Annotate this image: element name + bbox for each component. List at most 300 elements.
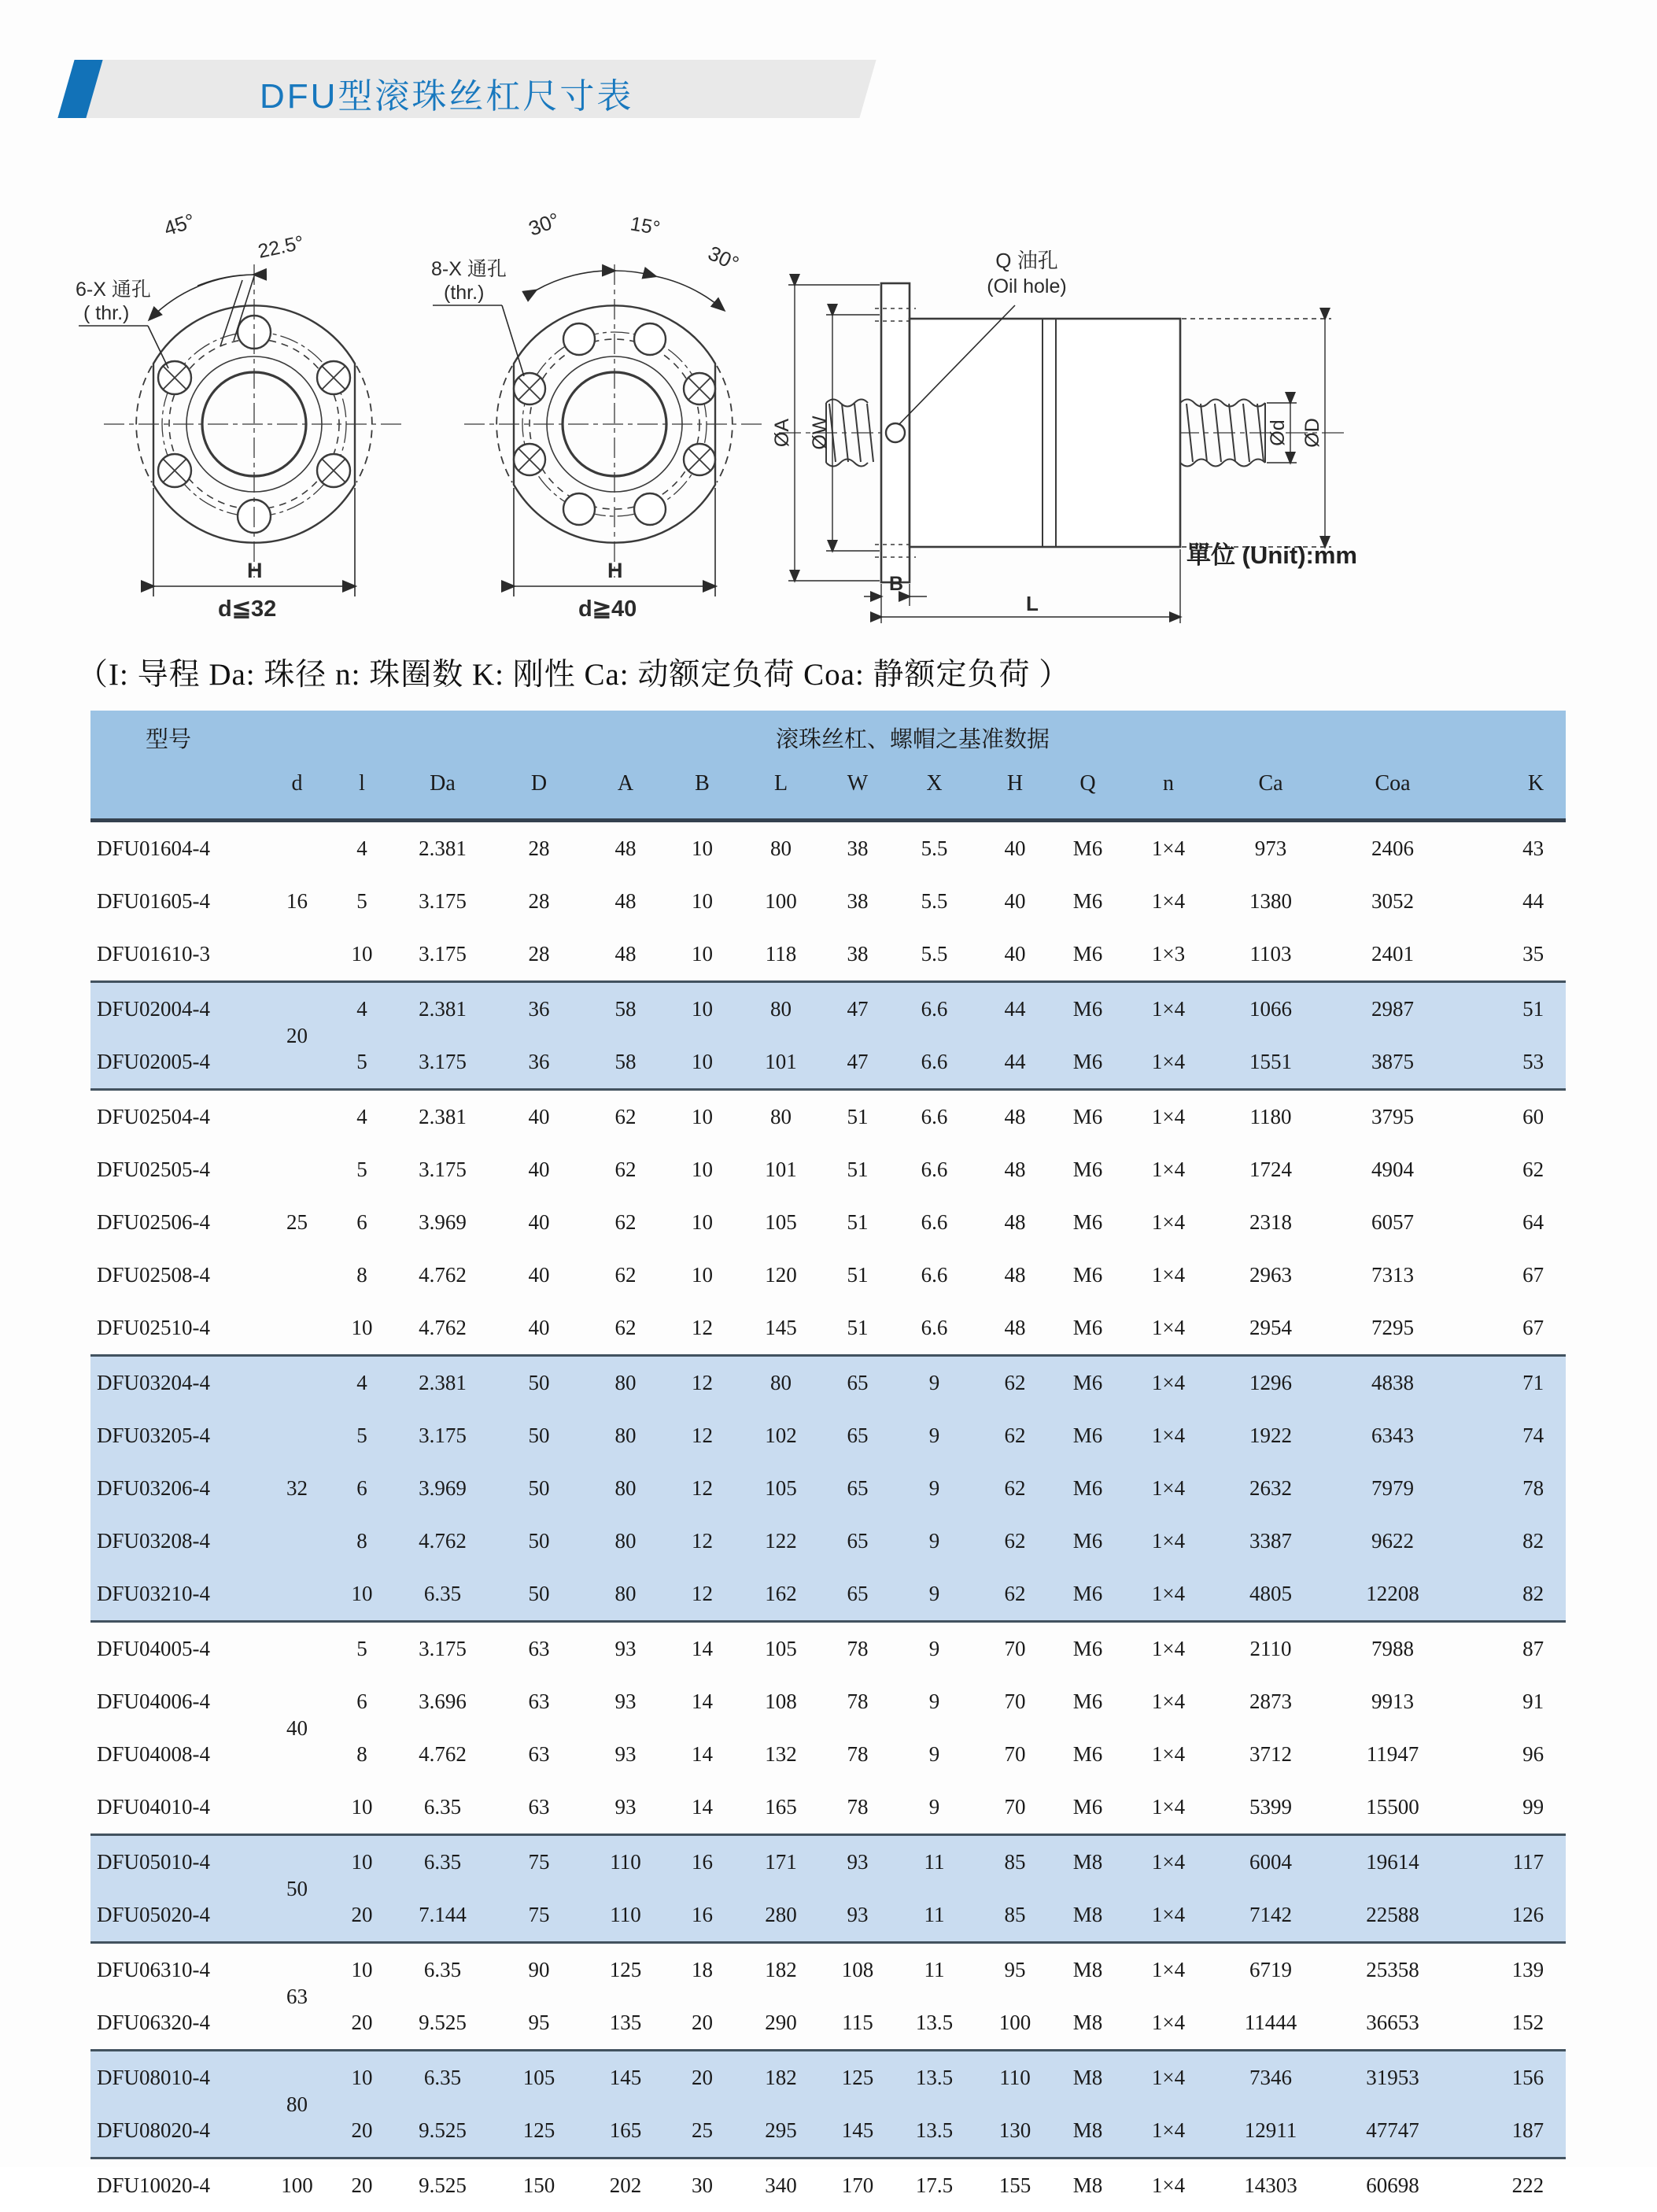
- cell-n: 1×4: [1125, 1302, 1212, 1356]
- cell-X: 11: [889, 1943, 980, 1997]
- column-header-Ca: Ca: [1212, 766, 1330, 821]
- cell-n: 1×4: [1125, 1622, 1212, 1676]
- cell-W: 51: [826, 1090, 889, 1144]
- eight-hole-thr-label: (thr.): [444, 282, 484, 304]
- cell-K: 126: [1456, 1889, 1566, 1943]
- cell-W: 47: [826, 982, 889, 1036]
- cell-l: 6: [334, 1675, 389, 1728]
- cell-Q: M6: [1050, 1568, 1125, 1622]
- cell-H: 70: [980, 1622, 1050, 1676]
- cell-D: 50: [496, 1409, 582, 1462]
- cell-W: 108: [826, 1943, 889, 1997]
- cell-H: 110: [980, 2051, 1050, 2105]
- cell-n: 1×4: [1125, 1090, 1212, 1144]
- unit-note: 單位 (Unit):mm: [1186, 535, 1357, 571]
- table-row: [90, 1835, 1566, 1889]
- cell-D: 50: [496, 1568, 582, 1622]
- cell-A: 135: [582, 1996, 669, 2051]
- cell-Q: M6: [1050, 1090, 1125, 1144]
- cell-Da: 9.525: [389, 2158, 496, 2212]
- cell-D: 90: [496, 1943, 582, 1997]
- cell-A: 93: [582, 1781, 669, 1835]
- cell-L: 80: [736, 982, 826, 1036]
- oil-hole-label-cn: Q 油孔: [995, 249, 1057, 272]
- cell-X: 11: [889, 1835, 980, 1889]
- cell-D: 28: [496, 821, 582, 876]
- column-header-n: n: [1125, 766, 1212, 821]
- cell-L: 105: [736, 1622, 826, 1676]
- cell-D: 50: [496, 1356, 582, 1410]
- cell-X: 9: [889, 1622, 980, 1676]
- cell-n: 1×4: [1125, 1728, 1212, 1781]
- model-cell: DFU03206-4: [90, 1462, 260, 1515]
- cell-D: 28: [496, 928, 582, 982]
- cell-H: 62: [980, 1462, 1050, 1515]
- cell-X: 6.6: [889, 1143, 980, 1196]
- cell-L: 162: [736, 1568, 826, 1622]
- cell-Q: M6: [1050, 1515, 1125, 1568]
- group-d32: [90, 1356, 1566, 1622]
- cell-A: 80: [582, 1515, 669, 1568]
- cell-A: 48: [582, 928, 669, 982]
- d-cell: 16: [260, 821, 334, 982]
- cell-A: 80: [582, 1356, 669, 1410]
- cell-Coa: 47747: [1330, 2104, 1456, 2158]
- model-cell: DFU03205-4: [90, 1409, 260, 1462]
- cell-n: 1×4: [1125, 1356, 1212, 1410]
- cell-H: 155: [980, 2158, 1050, 2212]
- cell-Ca: 12911: [1212, 2104, 1330, 2158]
- cell-W: 65: [826, 1356, 889, 1410]
- cell-K: 139: [1456, 1943, 1566, 1997]
- column-header-Q: Q: [1050, 766, 1125, 821]
- cell-W: 65: [826, 1515, 889, 1568]
- dim-w-label: ØW: [809, 415, 831, 449]
- cell-Q: M6: [1050, 1728, 1125, 1781]
- cell-Q: M6: [1050, 1143, 1125, 1196]
- cell-Ca: 2318: [1212, 1196, 1330, 1249]
- cell-n: 1×4: [1125, 1835, 1212, 1889]
- cell-H: 48: [980, 1302, 1050, 1356]
- cell-l: 20: [334, 1996, 389, 2051]
- cell-Ca: 1066: [1212, 982, 1330, 1036]
- cell-Q: M8: [1050, 2158, 1125, 2212]
- cell-A: 110: [582, 1889, 669, 1943]
- cell-H: 70: [980, 1781, 1050, 1835]
- d-cell: 25: [260, 1090, 334, 1356]
- cell-Q: M6: [1050, 1356, 1125, 1410]
- model-cell: DFU08020-4: [90, 2104, 260, 2158]
- cell-B: 10: [669, 1143, 736, 1196]
- cell-Coa: 25358: [1330, 1943, 1456, 1997]
- cell-H: 70: [980, 1728, 1050, 1781]
- model-column-header: 型号: [90, 711, 260, 821]
- cell-X: 5.5: [889, 928, 980, 982]
- cell-A: 62: [582, 1196, 669, 1249]
- table-row: [90, 982, 1566, 1036]
- cell-H: 85: [980, 1889, 1050, 1943]
- cell-B: 10: [669, 875, 736, 928]
- cell-D: 28: [496, 875, 582, 928]
- six-hole-flange-diagram: [72, 195, 428, 620]
- cell-l: 20: [334, 2158, 389, 2212]
- cell-Ca: 3712: [1212, 1728, 1330, 1781]
- cell-Coa: 2406: [1330, 821, 1456, 876]
- cell-l: 8: [334, 1249, 389, 1302]
- cell-Da: 3.969: [389, 1196, 496, 1249]
- cell-D: 125: [496, 2104, 582, 2158]
- column-header-d: d: [260, 766, 334, 821]
- cell-Ca: 11444: [1212, 1996, 1330, 2051]
- cell-W: 51: [826, 1249, 889, 1302]
- cell-L: 101: [736, 1143, 826, 1196]
- model-cell: DFU10020-4: [90, 2158, 260, 2212]
- cell-W: 51: [826, 1196, 889, 1249]
- cell-Q: M6: [1050, 1462, 1125, 1515]
- cell-Coa: 11947: [1330, 1728, 1456, 1781]
- cell-D: 50: [496, 1462, 582, 1515]
- cell-Da: 6.35: [389, 2051, 496, 2105]
- model-cell: DFU02505-4: [90, 1143, 260, 1196]
- cell-Q: M8: [1050, 2051, 1125, 2105]
- cell-l: 5: [334, 875, 389, 928]
- cell-Ca: 1724: [1212, 1143, 1330, 1196]
- cell-B: 10: [669, 1249, 736, 1302]
- cell-B: 30: [669, 2158, 736, 2212]
- cell-H: 62: [980, 1515, 1050, 1568]
- cell-n: 1×4: [1125, 1943, 1212, 1997]
- cell-Ca: 6004: [1212, 1835, 1330, 1889]
- d-cell: 50: [260, 1835, 334, 1943]
- dim-h-label-2: H: [607, 559, 623, 582]
- cell-Da: 3.175: [389, 875, 496, 928]
- cell-Da: 4.762: [389, 1728, 496, 1781]
- six-hole-label: 6-X 通孔: [76, 279, 151, 301]
- cell-l: 20: [334, 2104, 389, 2158]
- cell-W: 78: [826, 1675, 889, 1728]
- column-header-H: H: [980, 766, 1050, 821]
- cell-l: 8: [334, 1728, 389, 1781]
- cell-Da: 3.175: [389, 1036, 496, 1090]
- cell-K: 117: [1456, 1835, 1566, 1889]
- cell-L: 105: [736, 1196, 826, 1249]
- cell-X: 9: [889, 1728, 980, 1781]
- cell-K: 44: [1456, 875, 1566, 928]
- cell-B: 20: [669, 1996, 736, 2051]
- cell-l: 6: [334, 1462, 389, 1515]
- cell-Q: M6: [1050, 1781, 1125, 1835]
- cell-D: 63: [496, 1622, 582, 1676]
- group-d80: [90, 2051, 1566, 2158]
- cell-Ca: 6719: [1212, 1943, 1330, 1997]
- cell-l: 5: [334, 1622, 389, 1676]
- cell-A: 202: [582, 2158, 669, 2212]
- cell-X: 6.6: [889, 982, 980, 1036]
- cell-W: 38: [826, 875, 889, 928]
- d-cell: 100: [260, 2158, 334, 2212]
- table-row: [90, 1943, 1566, 1997]
- model-cell: DFU04005-4: [90, 1622, 260, 1676]
- cell-D: 63: [496, 1675, 582, 1728]
- cell-Q: M6: [1050, 821, 1125, 876]
- model-cell: DFU01604-4: [90, 821, 260, 876]
- cell-Da: 4.762: [389, 1249, 496, 1302]
- cell-B: 10: [669, 1196, 736, 1249]
- cell-K: 82: [1456, 1515, 1566, 1568]
- cell-W: 38: [826, 821, 889, 876]
- cell-B: 12: [669, 1462, 736, 1515]
- group-d20: [90, 982, 1566, 1090]
- cell-L: 80: [736, 1356, 826, 1410]
- cell-K: 187: [1456, 2104, 1566, 2158]
- cell-B: 10: [669, 821, 736, 876]
- cell-Ca: 14303: [1212, 2158, 1330, 2212]
- model-cell: DFU04008-4: [90, 1728, 260, 1781]
- cell-l: 10: [334, 1568, 389, 1622]
- cell-Da: 2.381: [389, 1356, 496, 1410]
- cell-H: 62: [980, 1356, 1050, 1410]
- model-cell: DFU01605-4: [90, 875, 260, 928]
- cell-X: 6.6: [889, 1249, 980, 1302]
- cell-A: 62: [582, 1249, 669, 1302]
- cell-W: 65: [826, 1409, 889, 1462]
- cell-A: 48: [582, 875, 669, 928]
- cell-Q: M8: [1050, 1943, 1125, 1997]
- cell-Ca: 1296: [1212, 1356, 1330, 1410]
- cell-B: 10: [669, 1090, 736, 1144]
- cell-Coa: 12208: [1330, 1568, 1456, 1622]
- model-cell: DFU02004-4: [90, 982, 260, 1036]
- model-cell: DFU02506-4: [90, 1196, 260, 1249]
- cell-K: 53: [1456, 1036, 1566, 1090]
- cell-Ca: 973: [1212, 821, 1330, 876]
- cell-K: 87: [1456, 1622, 1566, 1676]
- model-cell: DFU05010-4: [90, 1835, 260, 1889]
- cell-B: 16: [669, 1835, 736, 1889]
- cell-D: 75: [496, 1835, 582, 1889]
- cell-W: 38: [826, 928, 889, 982]
- model-cell: DFU03204-4: [90, 1356, 260, 1410]
- cell-K: 82: [1456, 1568, 1566, 1622]
- cell-l: 10: [334, 928, 389, 982]
- cell-Q: M8: [1050, 2104, 1125, 2158]
- cell-H: 48: [980, 1196, 1050, 1249]
- cell-D: 105: [496, 2051, 582, 2105]
- cell-K: 96: [1456, 1728, 1566, 1781]
- group-d25: [90, 1090, 1566, 1356]
- cell-K: 91: [1456, 1675, 1566, 1728]
- group-d50: [90, 1835, 1566, 1943]
- cell-A: 48: [582, 821, 669, 876]
- cell-Ca: 1380: [1212, 875, 1330, 928]
- cell-B: 25: [669, 2104, 736, 2158]
- cell-K: 62: [1456, 1143, 1566, 1196]
- cell-L: 105: [736, 1462, 826, 1515]
- cell-A: 62: [582, 1090, 669, 1144]
- cell-L: 80: [736, 1090, 826, 1144]
- caption-d40: d≧40: [578, 596, 637, 622]
- cell-X: 5.5: [889, 821, 980, 876]
- cell-L: 182: [736, 1943, 826, 1997]
- cell-Q: M6: [1050, 1675, 1125, 1728]
- cell-Coa: 7313: [1330, 1249, 1456, 1302]
- cell-B: 10: [669, 1036, 736, 1090]
- cell-A: 80: [582, 1568, 669, 1622]
- d-cell: 32: [260, 1356, 334, 1622]
- cell-B: 20: [669, 2051, 736, 2105]
- cell-A: 62: [582, 1302, 669, 1356]
- group-d16: [90, 821, 1566, 982]
- cell-n: 1×4: [1125, 821, 1212, 876]
- cell-B: 10: [669, 982, 736, 1036]
- cell-n: 1×4: [1125, 1889, 1212, 1943]
- cell-Q: M6: [1050, 982, 1125, 1036]
- dimension-table: [90, 711, 1566, 2212]
- cell-Q: M6: [1050, 1249, 1125, 1302]
- cell-Coa: 2987: [1330, 982, 1456, 1036]
- cell-B: 12: [669, 1302, 736, 1356]
- model-cell: DFU02508-4: [90, 1249, 260, 1302]
- cell-l: 6: [334, 1196, 389, 1249]
- column-header-D: D: [496, 766, 582, 821]
- columns-row: [90, 766, 1566, 821]
- cell-n: 1×4: [1125, 2051, 1212, 2105]
- cell-l: 5: [334, 1036, 389, 1090]
- cell-Coa: 3875: [1330, 1036, 1456, 1090]
- six-hole-thr-label: ( thr.): [83, 302, 129, 324]
- cell-D: 50: [496, 1515, 582, 1568]
- cell-Coa: 4838: [1330, 1356, 1456, 1410]
- cell-L: 165: [736, 1781, 826, 1835]
- cell-X: 9: [889, 1356, 980, 1410]
- cell-H: 85: [980, 1835, 1050, 1889]
- cell-L: 145: [736, 1302, 826, 1356]
- cell-W: 125: [826, 2051, 889, 2105]
- cell-Coa: 9622: [1330, 1515, 1456, 1568]
- cell-K: 35: [1456, 928, 1566, 982]
- cell-W: 78: [826, 1781, 889, 1835]
- cell-L: 120: [736, 1249, 826, 1302]
- cell-A: 93: [582, 1728, 669, 1781]
- cell-L: 295: [736, 2104, 826, 2158]
- cell-Da: 9.525: [389, 2104, 496, 2158]
- dim-b-label: B: [889, 573, 903, 595]
- angle-225-label: 22.5°: [256, 231, 305, 263]
- column-header-B: B: [669, 766, 736, 821]
- cell-W: 115: [826, 1996, 889, 2051]
- cell-Da: 4.762: [389, 1302, 496, 1356]
- model-cell: DFU02504-4: [90, 1090, 260, 1144]
- cell-Q: M6: [1050, 875, 1125, 928]
- cell-L: 182: [736, 2051, 826, 2105]
- cell-X: 13.5: [889, 2051, 980, 2105]
- cell-l: 4: [334, 1090, 389, 1144]
- model-cell: DFU03210-4: [90, 1568, 260, 1622]
- cell-W: 78: [826, 1622, 889, 1676]
- cell-D: 150: [496, 2158, 582, 2212]
- cell-D: 40: [496, 1196, 582, 1249]
- column-header-A: A: [582, 766, 669, 821]
- cell-l: 10: [334, 1781, 389, 1835]
- cell-Ca: 4805: [1212, 1568, 1330, 1622]
- cell-H: 62: [980, 1568, 1050, 1622]
- column-header-L: L: [736, 766, 826, 821]
- cell-B: 14: [669, 1728, 736, 1781]
- cell-Coa: 6343: [1330, 1409, 1456, 1462]
- cell-l: 5: [334, 1409, 389, 1462]
- cell-l: 4: [334, 821, 389, 876]
- model-cell: DFU05020-4: [90, 1889, 260, 1943]
- cell-K: 156: [1456, 2051, 1566, 2105]
- cell-A: 80: [582, 1462, 669, 1515]
- cell-H: 40: [980, 821, 1050, 876]
- cell-L: 102: [736, 1409, 826, 1462]
- model-cell: DFU08010-4: [90, 2051, 260, 2105]
- cell-A: 93: [582, 1622, 669, 1676]
- cell-K: 51: [1456, 982, 1566, 1036]
- cell-H: 48: [980, 1090, 1050, 1144]
- cell-Da: 2.381: [389, 821, 496, 876]
- column-header-Coa: Coa: [1330, 766, 1456, 821]
- cell-Da: 6.35: [389, 1781, 496, 1835]
- cell-X: 9: [889, 1515, 980, 1568]
- cell-A: 80: [582, 1409, 669, 1462]
- cell-H: 48: [980, 1143, 1050, 1196]
- cell-B: 12: [669, 1356, 736, 1410]
- cell-B: 14: [669, 1622, 736, 1676]
- cell-W: 78: [826, 1728, 889, 1781]
- cell-Coa: 2401: [1330, 928, 1456, 982]
- cell-l: 4: [334, 1356, 389, 1410]
- cell-W: 51: [826, 1143, 889, 1196]
- table-row: [90, 1090, 1566, 1144]
- cell-X: 6.6: [889, 1196, 980, 1249]
- cell-X: 9: [889, 1409, 980, 1462]
- column-header-l: l: [334, 766, 389, 821]
- cell-Da: 4.762: [389, 1515, 496, 1568]
- table-row: [90, 2051, 1566, 2105]
- angle-30b-label: 30°: [704, 241, 742, 275]
- cell-X: 13.5: [889, 2104, 980, 2158]
- dim-a-label: ØA: [771, 419, 793, 447]
- cell-D: 40: [496, 1302, 582, 1356]
- cell-n: 1×4: [1125, 1675, 1212, 1728]
- cell-H: 95: [980, 1943, 1050, 1997]
- cell-X: 5.5: [889, 875, 980, 928]
- cell-Ca: 2954: [1212, 1302, 1330, 1356]
- d-cell: 63: [260, 1943, 334, 2051]
- dim-h-label-1: H: [247, 559, 263, 582]
- table-row: [90, 2158, 1566, 2212]
- cell-Da: 3.175: [389, 928, 496, 982]
- cell-H: 130: [980, 2104, 1050, 2158]
- cell-W: 170: [826, 2158, 889, 2212]
- cell-H: 40: [980, 875, 1050, 928]
- cell-Ca: 2873: [1212, 1675, 1330, 1728]
- cell-H: 100: [980, 1996, 1050, 2051]
- cell-Coa: 7295: [1330, 1302, 1456, 1356]
- cell-B: 10: [669, 928, 736, 982]
- cell-Da: 2.381: [389, 982, 496, 1036]
- cell-Q: M8: [1050, 1996, 1125, 2051]
- cell-A: 145: [582, 2051, 669, 2105]
- cell-Coa: 19614: [1330, 1835, 1456, 1889]
- cell-Ca: 1103: [1212, 928, 1330, 982]
- model-cell: DFU02510-4: [90, 1302, 260, 1356]
- cell-Da: 6.35: [389, 1568, 496, 1622]
- model-cell: DFU03208-4: [90, 1515, 260, 1568]
- cell-K: 60: [1456, 1090, 1566, 1144]
